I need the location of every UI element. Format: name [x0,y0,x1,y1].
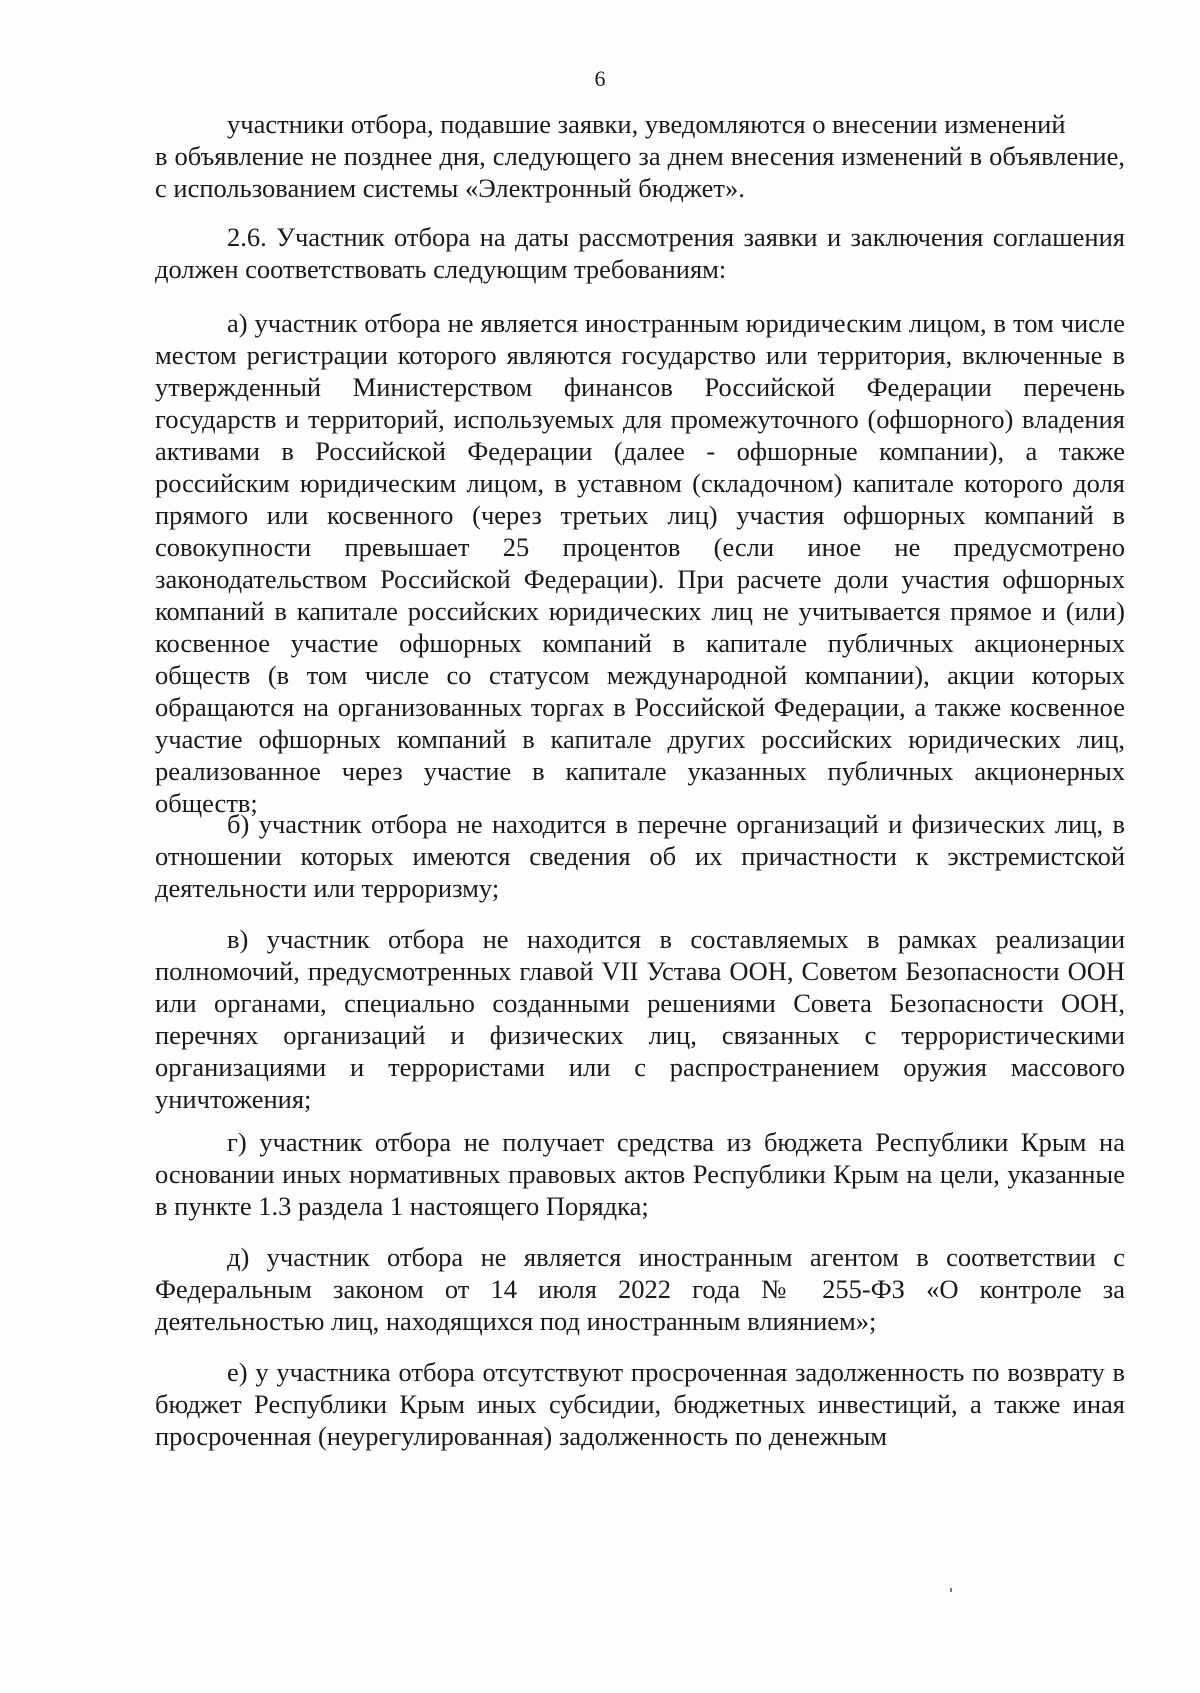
paragraph-text: 2.6. Участник отбора на даты рассмотрения заявки и заключения соглашения должен соответствовать следующим требованиям: [155,222,1125,284]
paragraph-continuation [155,108,1125,204]
paragraph-first-line: участники отбора, подавшие заявки, уведомляются о внесении изменений [227,109,1066,139]
paragraph-item-g [155,1126,1125,1222]
paragraph-item-a [155,307,1125,819]
paragraph-item-b [155,808,1125,904]
paragraph-2-6 [155,221,1125,285]
paragraph-text: в объявление не позднее дня, следующего за днем внесения изменений в объявление, с использованием системы «Электронный бюджет». [155,141,1125,203]
paragraph-text: д) участник отбора не является иностранным агентом в соответствии с Федеральным законом от 14 июля 2022 года № 255-ФЗ «О контроле за деятельностью лиц, находящихся под иностранным влиянием»; [155,1242,1125,1336]
paragraph-text: г) участник отбора не получает средства из бюджета Республики Крым на основании иных нормативных правовых актов Республики Крым на цели, указанные в пункте 1.3 раздела 1 настоящего Порядка; [155,1127,1125,1221]
paragraph-text: е) у участника отбора отсутствуют просроченная задолженность по возврату в бюджет Республики Крым иных субсидии, бюджетных инвестиций, а также иная просроченная (неурегулированная) задолженность по денежным [155,1357,1125,1451]
paragraph-text: в) участник отбора не находится в составляемых в рамках реализации полномочий, предусмотренных главой VII Устава ООН, Советом Безопасности ООН или органами, специально созданными решениями Совета Безопасности ООН, перечнях организаций и физических лиц, связанных с террористическими организациями и террористами или с распространением оружия массового уничтожения; [155,924,1125,1114]
paragraph-text: б) участник отбора не находится в перечне организаций и физических лиц, в отношении которых имеются сведения об их причастности к экстремистской деятельности или терроризму; [155,809,1125,903]
paragraph-item-e [155,1356,1125,1452]
page-number: 6 [594,66,606,91]
paragraph-item-v [155,923,1125,1115]
paragraph-item-d [155,1241,1125,1337]
paragraph-text: а) участник отбора не является иностранным юридическим лицом, в том числе местом регистрации которого являются государство или территория, включенные в утвержденный Министерством финансов Российской Федерации перечень государств и территорий, используемых для промежуточного (офшорного) владения активами в Российской Федерации (далее - офшорные компании), а также российским юридическим лицом, в уставном (складочном) капитале которого доля прямого или косвенного (через третьих лиц) участия офшорных компаний в совокупности превышает 25 процентов (если иное не предусмотрено законодательством Российской Федерации). При расчете доли участия офшорных компаний в капитале российских юридических лиц не учитывается прямое и (или) косвенное участие офшорных компаний в капитале публичных акционерных обществ (в том числе со статусом международной компании), акции которых обращаются на организованных торгах в Российской Федерации, а также косвенное участие офшорных компаний в капитале других российских юридических лиц, реализованное через участие в капитале указанных публичных акционерных обществ; [155,308,1125,818]
scan-mark [950,1588,952,1592]
